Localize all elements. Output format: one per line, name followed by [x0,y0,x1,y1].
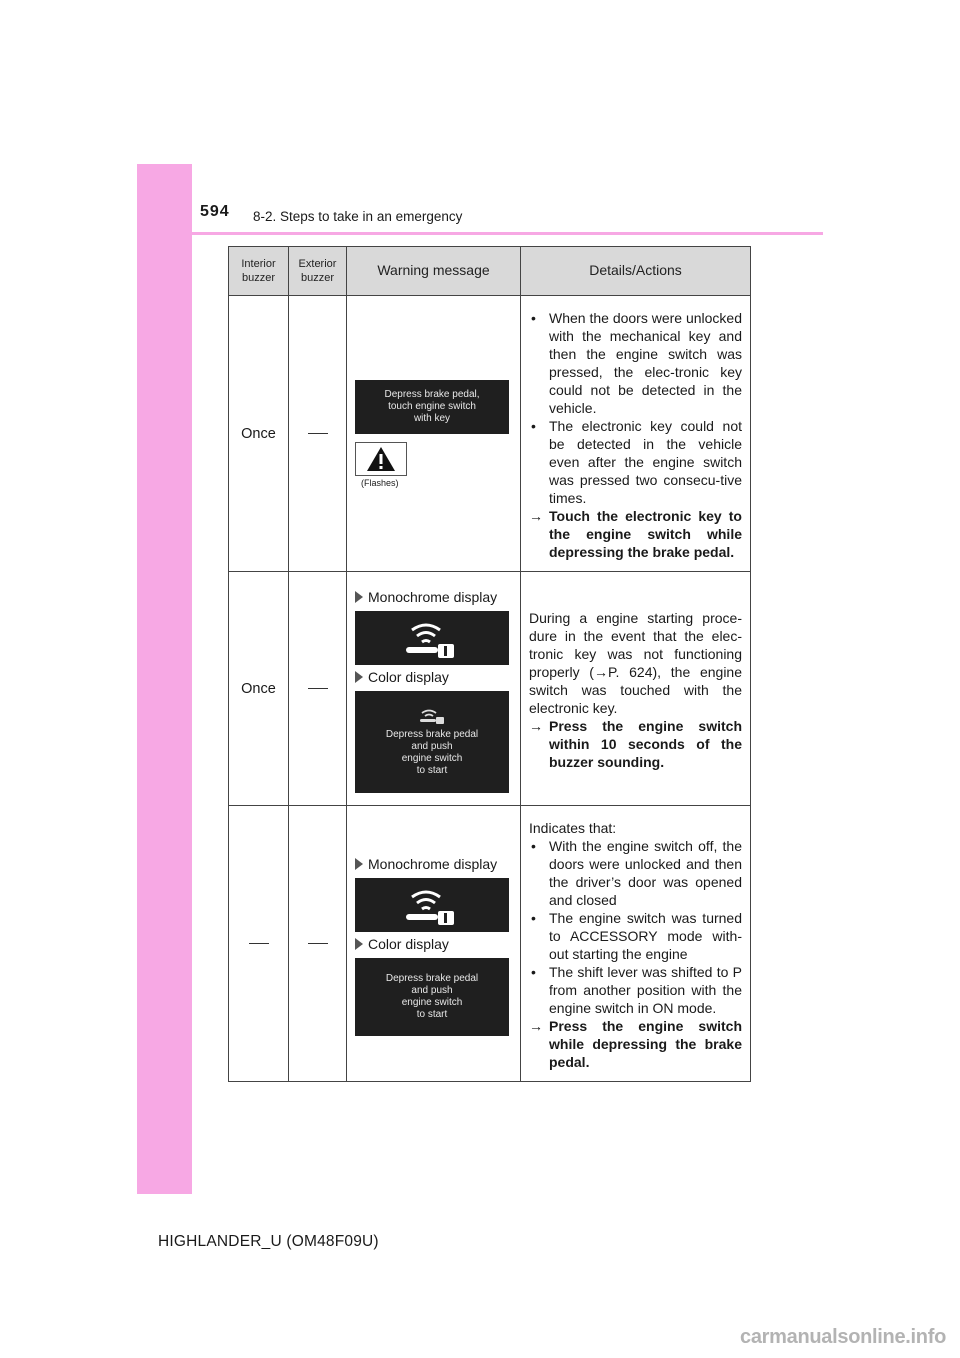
warning-triangle-icon [366,446,396,472]
details-cell [521,296,751,572]
dash-mark [308,433,328,434]
details-cell [521,806,751,1082]
table-row [229,572,751,806]
display-type-label: Color display [355,936,512,952]
dash-mark [308,943,328,944]
interior-buzzer-cell [229,806,289,1082]
interior-buzzer-cell: Once [229,572,289,806]
detail-bullet: • When the doors were unlocked with the mechanical key and then the engine switch was pressed, the elec-tronic key could not be detected in the vehicle. [531,309,742,416]
footer-model-code: HIGHLANDER_U (OM48F09U) [158,1233,379,1250]
page-number: 594 [200,203,230,220]
exterior-buzzer-cell [289,296,347,572]
warning-message-cell [347,572,521,806]
key-signal-icon [400,616,464,660]
key-warning-screen: Depress brake pedal, touch engine switch with key [355,380,509,434]
exterior-buzzer-cell [289,806,347,1082]
color-start-screen: Depress brake pedal and push engine switch to start [355,691,509,793]
header-details-actions: Details/Actions [521,247,751,296]
table-row [229,806,751,1082]
triangle-right-icon [355,591,363,603]
detail-intro: Indicates that: [529,819,617,836]
warning-message-cell [347,806,521,1082]
mono-key-screen [355,611,509,665]
details-cell [521,572,751,806]
flashes-note: (Flashes) [361,477,399,488]
warning-message-cell [347,296,521,572]
display-type-label: Color display [355,669,512,685]
color-start-screen: Depress brake pedal and push engine switch to start [355,958,509,1036]
header-interior-buzzer: Interior buzzer [229,247,289,296]
mono-key-screen [355,878,509,932]
detail-text: During a engine starting proce-dure in the event that the elec-tronic key was not functioning properly (→P. 624), the engine switch was touched with the electronic key. [529,609,742,716]
section-title: 8-2. Steps to take in an emergency [253,209,463,224]
header-exterior-buzzer: Exterior buzzer [289,247,347,296]
header-rule [137,232,823,235]
side-tab [137,164,192,1194]
detail-bullet: • The engine switch was turned to ACCESSORY mode with-out starting the engine [531,909,742,962]
dash-mark [308,688,328,689]
triangle-right-icon [355,938,363,950]
header-warning-message: Warning message [347,247,521,296]
display-type-label: Monochrome display [355,589,512,605]
detail-bullet: • The shift lever was shifted to P from another position with the engine switch in ON mode. [531,963,742,1016]
key-signal-icon [417,707,447,725]
key-signal-icon [400,883,464,927]
triangle-right-icon [355,671,363,683]
watermark-link[interactable]: carmanualsonline.info [740,1326,946,1348]
detail-bullet: • The electronic key could not be detected in the vehicle even after the engine switch was pressed two consecu-tive times. [531,417,742,506]
detail-action: → Press the engine switch while depressing the brake pedal. [529,1017,742,1070]
table-header-row [229,247,751,296]
table-row [229,296,751,572]
interior-buzzer-cell: Once [229,296,289,572]
exterior-buzzer-cell [289,572,347,806]
detail-action: → Touch the electronic key to the engine switch while depressing the brake pedal. [529,507,742,560]
master-warning-box [355,442,407,476]
triangle-right-icon [355,858,363,870]
dash-mark [249,943,269,944]
warning-table [228,246,751,1082]
display-type-label: Monochrome display [355,856,512,872]
detail-bullet: • With the engine switch off, the doors were unlocked and then the driver’s door was opened and closed [531,837,742,908]
detail-action: → Press the engine switch within 10 seconds of the buzzer sounding. [529,717,742,770]
